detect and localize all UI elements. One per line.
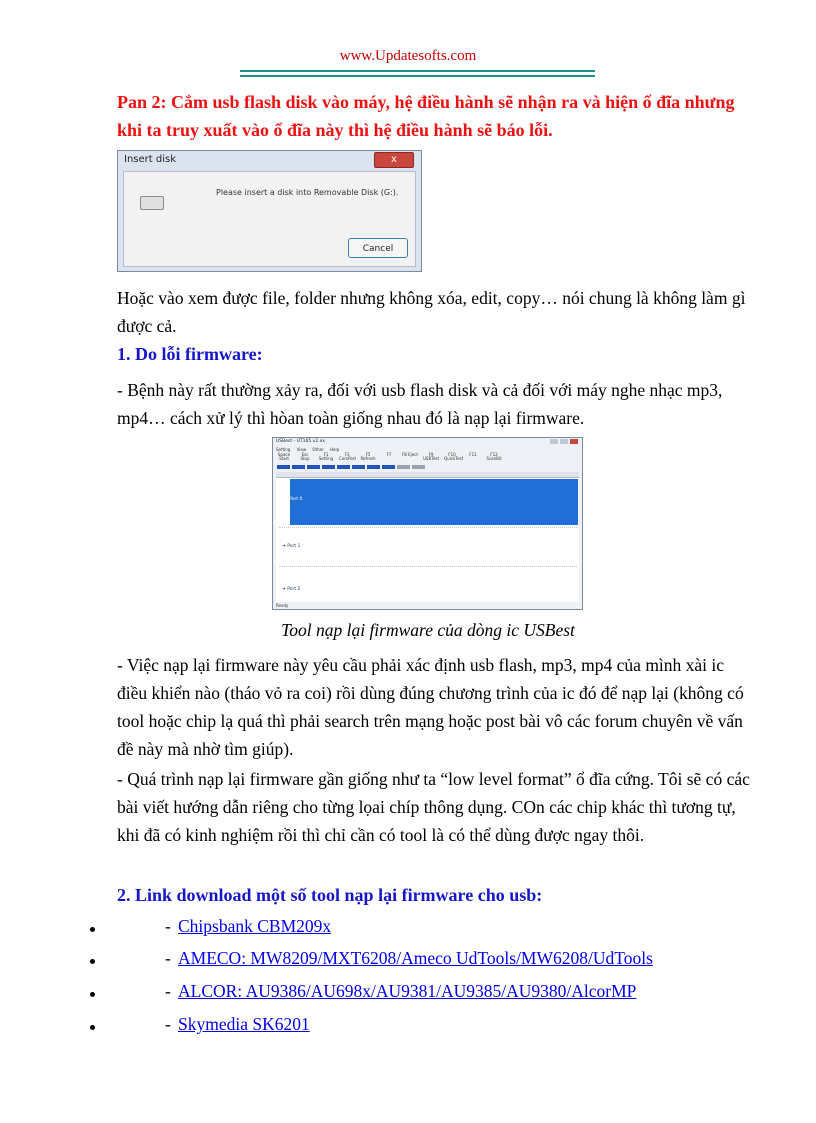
bullet-dash: - [165, 916, 171, 936]
tool-key: F11 [469, 452, 477, 457]
port-indicator [337, 465, 350, 469]
close-icon: x [374, 152, 414, 168]
port-indicator [352, 465, 365, 469]
link-ameco[interactable]: AMECO: MW8209/MXT6208/Ameco UdTools/MW6208/UdTools [178, 948, 653, 968]
tool-menu-item: Help [330, 447, 340, 452]
paragraph-4: - Quá trình nạp lại firmware gần giống như ta “low level format” ổ đĩa cứng. Tôi sẽ có các bài viết hướng dẫn riêng cho từng lọai chíp thông dụng. COn các chip khác thì tương tự, khi đã có kinh nghiệm rồi thì chỉ cần có tool là có thể dùng được ngay thôi. [117, 769, 750, 845]
tool-key: F1 Setting [318, 452, 334, 461]
list-item [0, 1014, 816, 1042]
bullet-icon [90, 992, 95, 997]
port-label: ➔ Port 2 [282, 587, 301, 592]
port-label-text: Port 1 [287, 544, 301, 549]
port-indicator [382, 465, 395, 469]
port-label-text: Port 2 [287, 587, 301, 592]
port-label-text: Port 0 [289, 497, 303, 502]
tool-key: F5 Refresh [360, 452, 376, 461]
site-header: www.Updatesofts.com [339, 48, 477, 64]
close-icon [570, 439, 578, 444]
tool-key: F7 [386, 452, 392, 457]
tool-title: USBest - UT165 v2.xx [276, 439, 325, 444]
header-rule-top [240, 70, 595, 72]
list-item [0, 916, 816, 944]
paragraph-2: - Bệnh này rất thường xảy ra, đối với usb flash disk và cả đối với máy nghe nhạc mp3, mp4… cách xử lý thì hòan toàn giống nhau đó là nạp lại firmware. [117, 380, 723, 428]
list-item [0, 981, 816, 1009]
list-item [0, 948, 816, 976]
tool-key: F12 ScanBit [486, 452, 502, 461]
header-rule-bottom [240, 75, 595, 77]
port-indicator [397, 465, 410, 469]
bullet-dash: - [165, 948, 171, 968]
bullet-icon [90, 959, 95, 964]
tool-status-bar: Ready [276, 603, 289, 608]
port-indicator [367, 465, 380, 469]
divider [279, 527, 577, 528]
minimize-icon [550, 439, 558, 444]
port-indicator [307, 465, 320, 469]
link-skymedia[interactable]: Skymedia SK6201 [178, 1014, 310, 1034]
paragraph-1: Hoặc vào xem được file, folder nhưng không xóa, edit, copy… nói chung là không làm gì được cả. [117, 288, 746, 336]
port-indicator [292, 465, 305, 469]
tool-key: Space Start [277, 452, 291, 461]
bullet-icon [90, 927, 95, 932]
tool-key: F8 Eject [402, 452, 418, 457]
tool-key: F9 USBTest [423, 452, 440, 461]
section-1-heading: 1. Do lỗi firmware: [117, 344, 263, 364]
removable-drive-icon [140, 196, 164, 210]
tool-port-list [276, 478, 579, 602]
tool-key: F3 ComPort [339, 452, 357, 461]
usbest-tool-screenshot [272, 437, 583, 610]
link-alcor[interactable]: ALCOR: AU9386/AU698x/AU9381/AU9385/AU9380/AlcorMP [178, 981, 637, 1001]
figure-caption: Tool nạp lại firmware của dòng ic USBest [281, 620, 575, 640]
dialog-title: Insert disk [124, 154, 176, 165]
port-indicator [277, 465, 290, 469]
dialog-body [123, 171, 416, 267]
tool-menu-item: Setting [276, 447, 291, 452]
link-chipsbank[interactable]: Chipsbank CBM209x [178, 916, 332, 936]
selected-port-band [290, 479, 578, 525]
tool-key: Esc Stop [300, 452, 310, 461]
port-indicator [322, 465, 335, 469]
bullet-dash: - [165, 981, 171, 1001]
cancel-button: Cancel [348, 238, 408, 258]
maximize-icon [560, 439, 568, 444]
tool-menu-item: Other [312, 447, 324, 452]
tool-key-toolbar [276, 453, 576, 461]
pan2-heading: Pan 2: Cắm usb flash disk vào máy, hệ điều hành sẽ nhận ra và hiện ổ đĩa nhưng khi ta truy xuất vào ổ đĩa này thì hệ điều hành sẽ báo lỗi. [117, 92, 735, 140]
port-indicator [412, 465, 425, 469]
port-label: ➔ Port 0 [284, 497, 303, 502]
port-label: ➔ Port 1 [282, 544, 301, 549]
dialog-message: Please insert a disk into Removable Disk (G:). [216, 188, 399, 197]
tool-port-indicators [277, 465, 425, 469]
tool-menu-item: View [296, 447, 307, 452]
divider [279, 566, 577, 567]
bullet-dash: - [165, 1014, 171, 1034]
paragraph-3: - Việc nạp lại firmware này yêu cầu phải xác định usb flash, mp3, mp4 của mình xài ic điều khiển nào (tháo vỏ ra coi) rồi dùng đúng chương trình của ic đó để nạp lại (không có tool hoặc chip lạ quá thì phải search trên mạng hoặc post bài vô các forum chuyên về vấn đề này mà nhờ tìm giúp). [117, 655, 744, 759]
section-2-heading: 2. Link download một số tool nạp lại firmware cho usb: [117, 885, 543, 905]
tool-key: F10 QuickTest [444, 452, 464, 461]
insert-disk-dialog-screenshot [117, 150, 422, 272]
bullet-icon [90, 1025, 95, 1030]
